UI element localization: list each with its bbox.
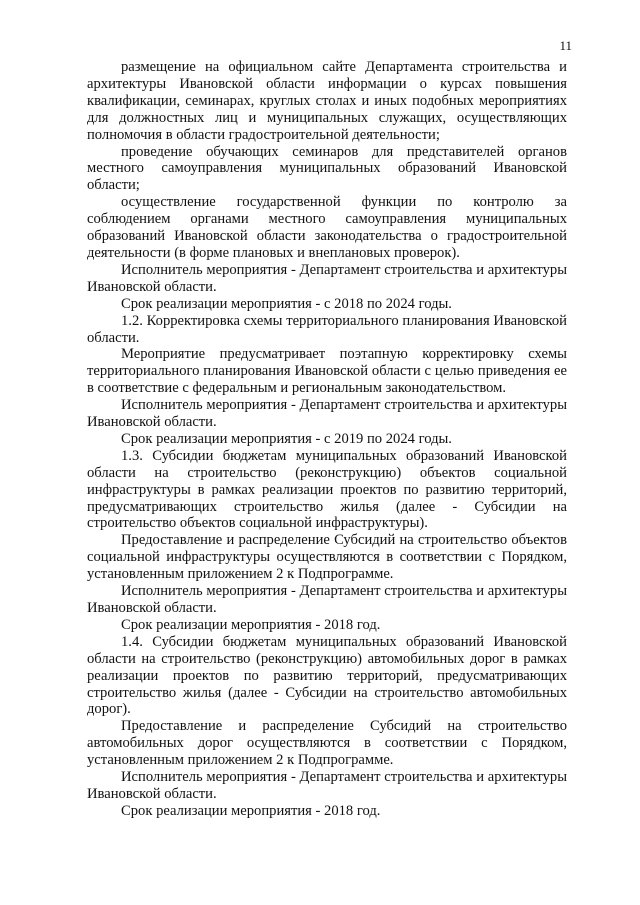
paragraph-site-info: размещение на официальном сайте Департамента строительства и архитектуры Ивановской области информации о курсах повышения квалификации, семинарах, круглых столах и иных подобных мероприятиях для должностных лиц и муниципальных служащих, осуществляющих полномочия в области градостроительной деятельности;	[87, 59, 567, 143]
paragraph-term: Срок реализации мероприятия - с 2018 по 2024 годы.	[121, 295, 452, 312]
paragraph-control-function: осуществление государственной функции по контролю за соблюдением органами местного самоуправления муниципальных образований Ивановской области законодательства о градостроительной деятельности (в форме плановых и внеплановых проверок).	[87, 194, 567, 261]
document-body	[87, 59, 567, 820]
paragraph-term: Срок реализации мероприятия - с 2019 по 2024 годы.	[121, 430, 452, 447]
paragraph-executor: Исполнитель мероприятия - Департамент строительства и архитектуры Ивановской области.	[87, 397, 567, 431]
paragraph-item-1-2-description: Мероприятие предусматривает поэтапную корректировку схемы территориального планирования Ивановской области с целью приведения ее в соответствие с федеральным и региональным законодательством.	[87, 346, 567, 397]
page-number: 11	[559, 38, 572, 53]
paragraph-term: Срок реализации мероприятия - 2018 год.	[121, 802, 381, 819]
paragraph-item-1-4-description: Предоставление и распределение Субсидий на строительство автомобильных дорог осуществляются в соответствии с Порядком, установленным приложением 2 к Подпрограмме.	[87, 718, 567, 769]
paragraph-term: Срок реализации мероприятия - 2018 год.	[121, 616, 381, 633]
paragraph-item-1-3-heading: 1.3. Субсидии бюджетам муниципальных образований Ивановской области на строительство (реконструкцию) объектов социальной инфраструктуры в рамках реализации проектов по развитию территорий, предусматривающих строительство жилья (далее - Субсидии на строительство объектов социальной инфраструктуры).	[87, 447, 567, 532]
paragraph-item-1-4-heading: 1.4. Субсидии бюджетам муниципальных образований Ивановской области на строительство (реконструкцию) автомобильных дорог в рамках реализации проектов по развитию территорий, предусматривающих строительство жилья (далее - Субсидии на строительство автомобильных дорог).	[87, 633, 567, 718]
paragraph-executor: Исполнитель мероприятия - Департамент строительства и архитектуры Ивановской области.	[87, 769, 567, 802]
paragraph-seminars: проведение обучающих семинаров для представителей органов местного самоуправления муниципальных образований Ивановской области;	[87, 143, 567, 194]
paragraph-item-1-2-heading: 1.2. Корректировка схемы территориального планирования Ивановской области.	[87, 312, 567, 346]
paragraph-executor: Исполнитель мероприятия - Департамент строительства и архитектуры Ивановской области.	[87, 583, 567, 616]
paragraph-item-1-3-description: Предоставление и распределение Субсидий на строительство объектов социальной инфраструктуры осуществляются в соответствии с Порядком, установленным приложением 2 к Подпрограмме.	[87, 532, 567, 583]
paragraph-executor: Исполнитель мероприятия - Департамент строительства и архитектуры Ивановской области.	[87, 261, 567, 295]
